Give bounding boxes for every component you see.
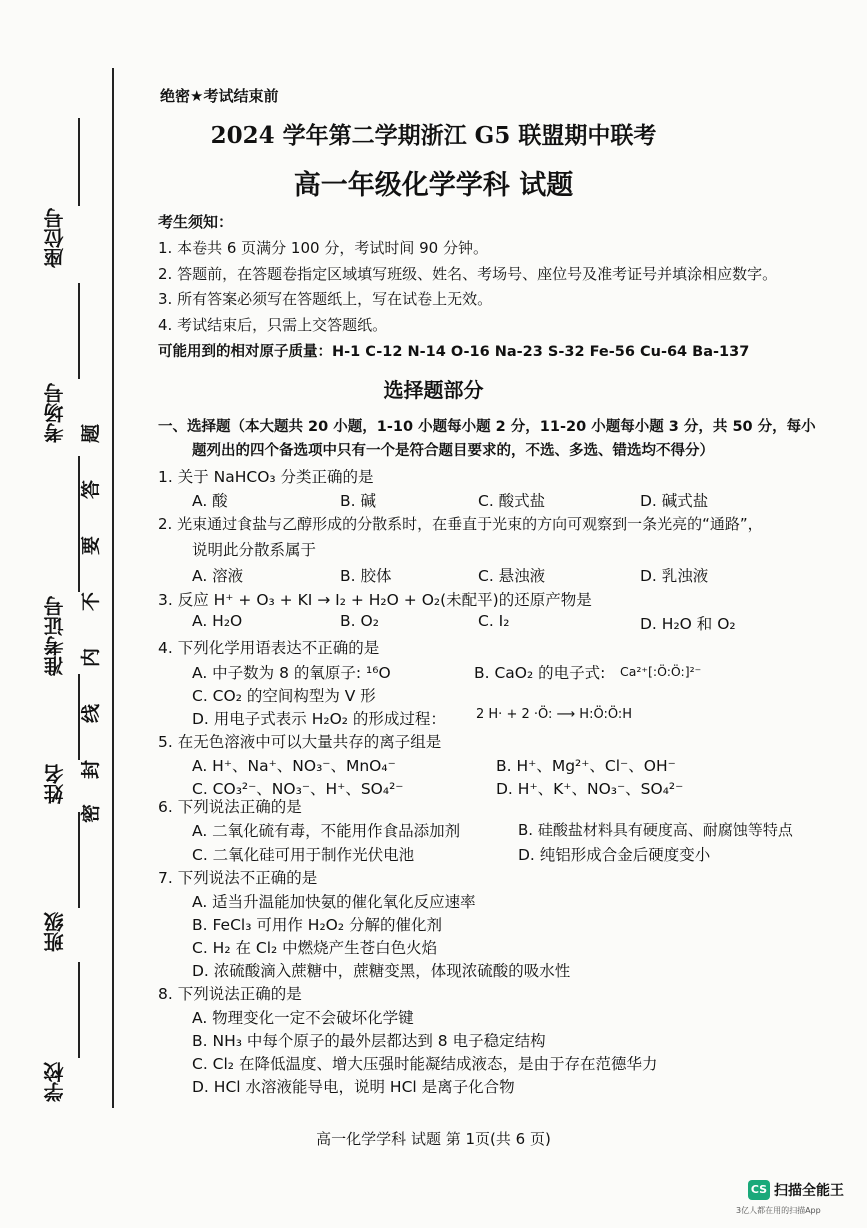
q6-option-b: B. 硅酸盐材料具有硬度高、耐腐蚀等特点 — [518, 821, 793, 839]
q8-option-d: D. HCl 水溶液能导电，说明 HCl 是离子化合物 — [192, 1078, 515, 1096]
h2o2-formation-formula: 2 H· + 2 ·Ö: ⟶ H:Ö:Ö:H — [476, 707, 632, 722]
school-label: 学校 — [43, 1062, 67, 1102]
question-8: 8. 下列说法正确的是 — [158, 985, 302, 1003]
notice-item: 4. 考试结束后，只需上交答题纸。 — [158, 316, 388, 334]
class-label: 班级 — [43, 912, 67, 952]
notice-item: 3. 所有答案必须写在答题纸上，写在试卷上无效。 — [158, 290, 493, 308]
scanner-watermark — [748, 1180, 844, 1200]
q6-option-d: D. 纯铝形成合金后硬度变小 — [518, 846, 711, 864]
exam-title: 2024 学年第二学期浙江 G5 联盟期中联考 — [210, 122, 657, 149]
q5-option-a: A. H⁺、Na⁺、NO₃⁻、MnO₄⁻ — [192, 757, 396, 775]
name-label: 姓名 — [43, 764, 67, 804]
q5-option-c: C. CO₃²⁻、NO₃⁻、H⁺、SO₄²⁻ — [192, 780, 404, 798]
question-5: 5. 在无色溶液中可以大量共存的离子组是 — [158, 733, 442, 751]
seal-char: 题 — [80, 423, 103, 444]
question-7: 7. 下列说法不正确的是 — [158, 869, 318, 887]
q2-option-a: A. 溶液 — [192, 567, 244, 585]
q4-option-c: C. CO₂ 的空间构型为 V 形 — [192, 687, 376, 705]
scanner-app-name: 扫描全能王 — [774, 1183, 844, 1199]
part-instructions: 一、选择题（本大题共 20 小题，1-10 小题每小题 2 分，11-20 小题每小题 3 分，共 50 分，每小 — [158, 419, 816, 435]
seal-char: 不 — [80, 591, 103, 612]
q7-option-c: C. H₂ 在 Cl₂ 中燃烧产生苍白色火焰 — [192, 939, 438, 957]
q8-option-a: A. 物理变化一定不会破坏化学键 — [192, 1009, 414, 1027]
notice-heading: 考生须知： — [158, 213, 234, 231]
confidential-mark: 绝密★考试结束前 — [160, 87, 279, 105]
q4-option-b: B. CaO₂ 的电子式: — [474, 664, 606, 682]
notice-item: 1. 本卷共 6 页满分 100 分，考试时间 90 分钟。 — [158, 239, 488, 257]
q3-option-a: A. H₂O — [192, 612, 243, 630]
q3-option-d: D. H₂O 和 O₂ — [640, 615, 736, 633]
q2-option-d: D. 乳浊液 — [640, 567, 709, 585]
q1-option-a: A. 酸 — [192, 492, 228, 510]
seal-char: 封 — [80, 759, 103, 780]
question-3: 3. 反应 H⁺ + O₃ + KI → I₂ + H₂O + O₂(未配平)的还原产物是 — [158, 591, 592, 609]
q5-option-b: B. H⁺、Mg²⁺、Cl⁻、OH⁻ — [496, 757, 676, 775]
q7-option-d: D. 浓硫酸滴入蔗糖中，蔗糖变黑，体现浓硫酸的吸水性 — [192, 962, 571, 980]
q1-option-b: B. 碱 — [340, 492, 376, 510]
q2-option-b: B. 胶体 — [340, 567, 392, 585]
seat-label: 座位号 — [43, 208, 67, 268]
room-underline — [78, 283, 80, 379]
class-underline — [78, 812, 80, 908]
question-6: 6. 下列说法正确的是 — [158, 798, 302, 816]
cao2-electron-formula: Ca²⁺[:Ö:Ö:]²⁻ — [620, 664, 702, 679]
atomic-masses: 可能用到的相对原子质量：H-1 C-12 N-14 O-16 Na-23 S-32 Fe-56 Cu-64 Ba-137 — [158, 344, 750, 360]
binding-line — [112, 68, 114, 1108]
part-instructions-cont: 题列出的四个备选项中只有一个是符合题目要求的，不选、多选、错选均不得分） — [192, 443, 714, 459]
q8-option-c: C. Cl₂ 在降低温度、增大压强时能凝结成液态，是由于存在范德华力 — [192, 1055, 658, 1073]
school-field — [30, 1062, 86, 1102]
class-field — [30, 912, 86, 952]
q6-option-c: C. 二氧化硅可用于制作光伏电池 — [192, 846, 415, 864]
question-1: 1. 关于 NaHCO₃ 分类正确的是 — [158, 468, 374, 486]
scanner-tagline: 3亿人都在用的扫描App — [736, 1206, 821, 1215]
q5-option-d: D. H⁺、K⁺、NO₃⁻、SO₄²⁻ — [496, 780, 684, 798]
seat-field — [30, 208, 86, 268]
ticket-underline — [78, 456, 80, 592]
q3-option-c: C. I₂ — [478, 612, 510, 630]
seal-char: 内 — [80, 647, 103, 668]
ticket-label: 准考证号 — [43, 596, 67, 676]
q7-option-b: B. FeCl₃ 可用作 H₂O₂ 分解的催化剂 — [192, 916, 442, 934]
notice-item: 2. 答题前，在答题卷指定区域填写班级、姓名、考场号、座位号及准考证号并填涂相应数字。 — [158, 265, 778, 283]
room-label: 考场号 — [43, 383, 67, 443]
q1-option-c: C. 酸式盐 — [478, 492, 546, 510]
question-2-cont: 说明此分散系属于 — [192, 541, 317, 559]
seal-char: 密 — [80, 803, 103, 824]
q4-option-a: A. 中子数为 8 的氧原子: ¹⁶O — [192, 664, 391, 682]
question-2: 2. 光束通过食盐与乙醇形成的分散系时，在垂直于光束的方向可观察到一条光亮的“通路”， — [158, 515, 763, 533]
school-underline — [78, 962, 80, 1058]
exam-subtitle: 高一年级化学学科 试题 — [293, 170, 574, 201]
seal-char: 答 — [80, 479, 103, 500]
seal-char: 线 — [80, 703, 103, 724]
q8-option-b: B. NH₃ 中每个原子的最外层都达到 8 电子稳定结构 — [192, 1032, 546, 1050]
page-footer: 高一化学学科 试题 第 1页(共 6 页) — [316, 1130, 551, 1148]
q2-option-c: C. 悬浊液 — [478, 567, 546, 585]
q6-option-a: A. 二氧化硫有毒，不能用作食品添加剂 — [192, 822, 461, 840]
camscanner-logo-icon: CS — [748, 1180, 770, 1200]
seal-char: 要 — [80, 535, 103, 556]
section-heading: 选择题部分 — [383, 378, 484, 402]
q7-option-a: A. 适当升温能加快氨的催化氧化反应速率 — [192, 893, 476, 911]
question-4: 4. 下列化学用语表达不正确的是 — [158, 639, 380, 657]
q1-option-d: D. 碱式盐 — [640, 492, 709, 510]
q3-option-b: B. O₂ — [340, 612, 379, 630]
q4-option-d: D. 用电子式表示 H₂O₂ 的形成过程： — [192, 710, 446, 728]
